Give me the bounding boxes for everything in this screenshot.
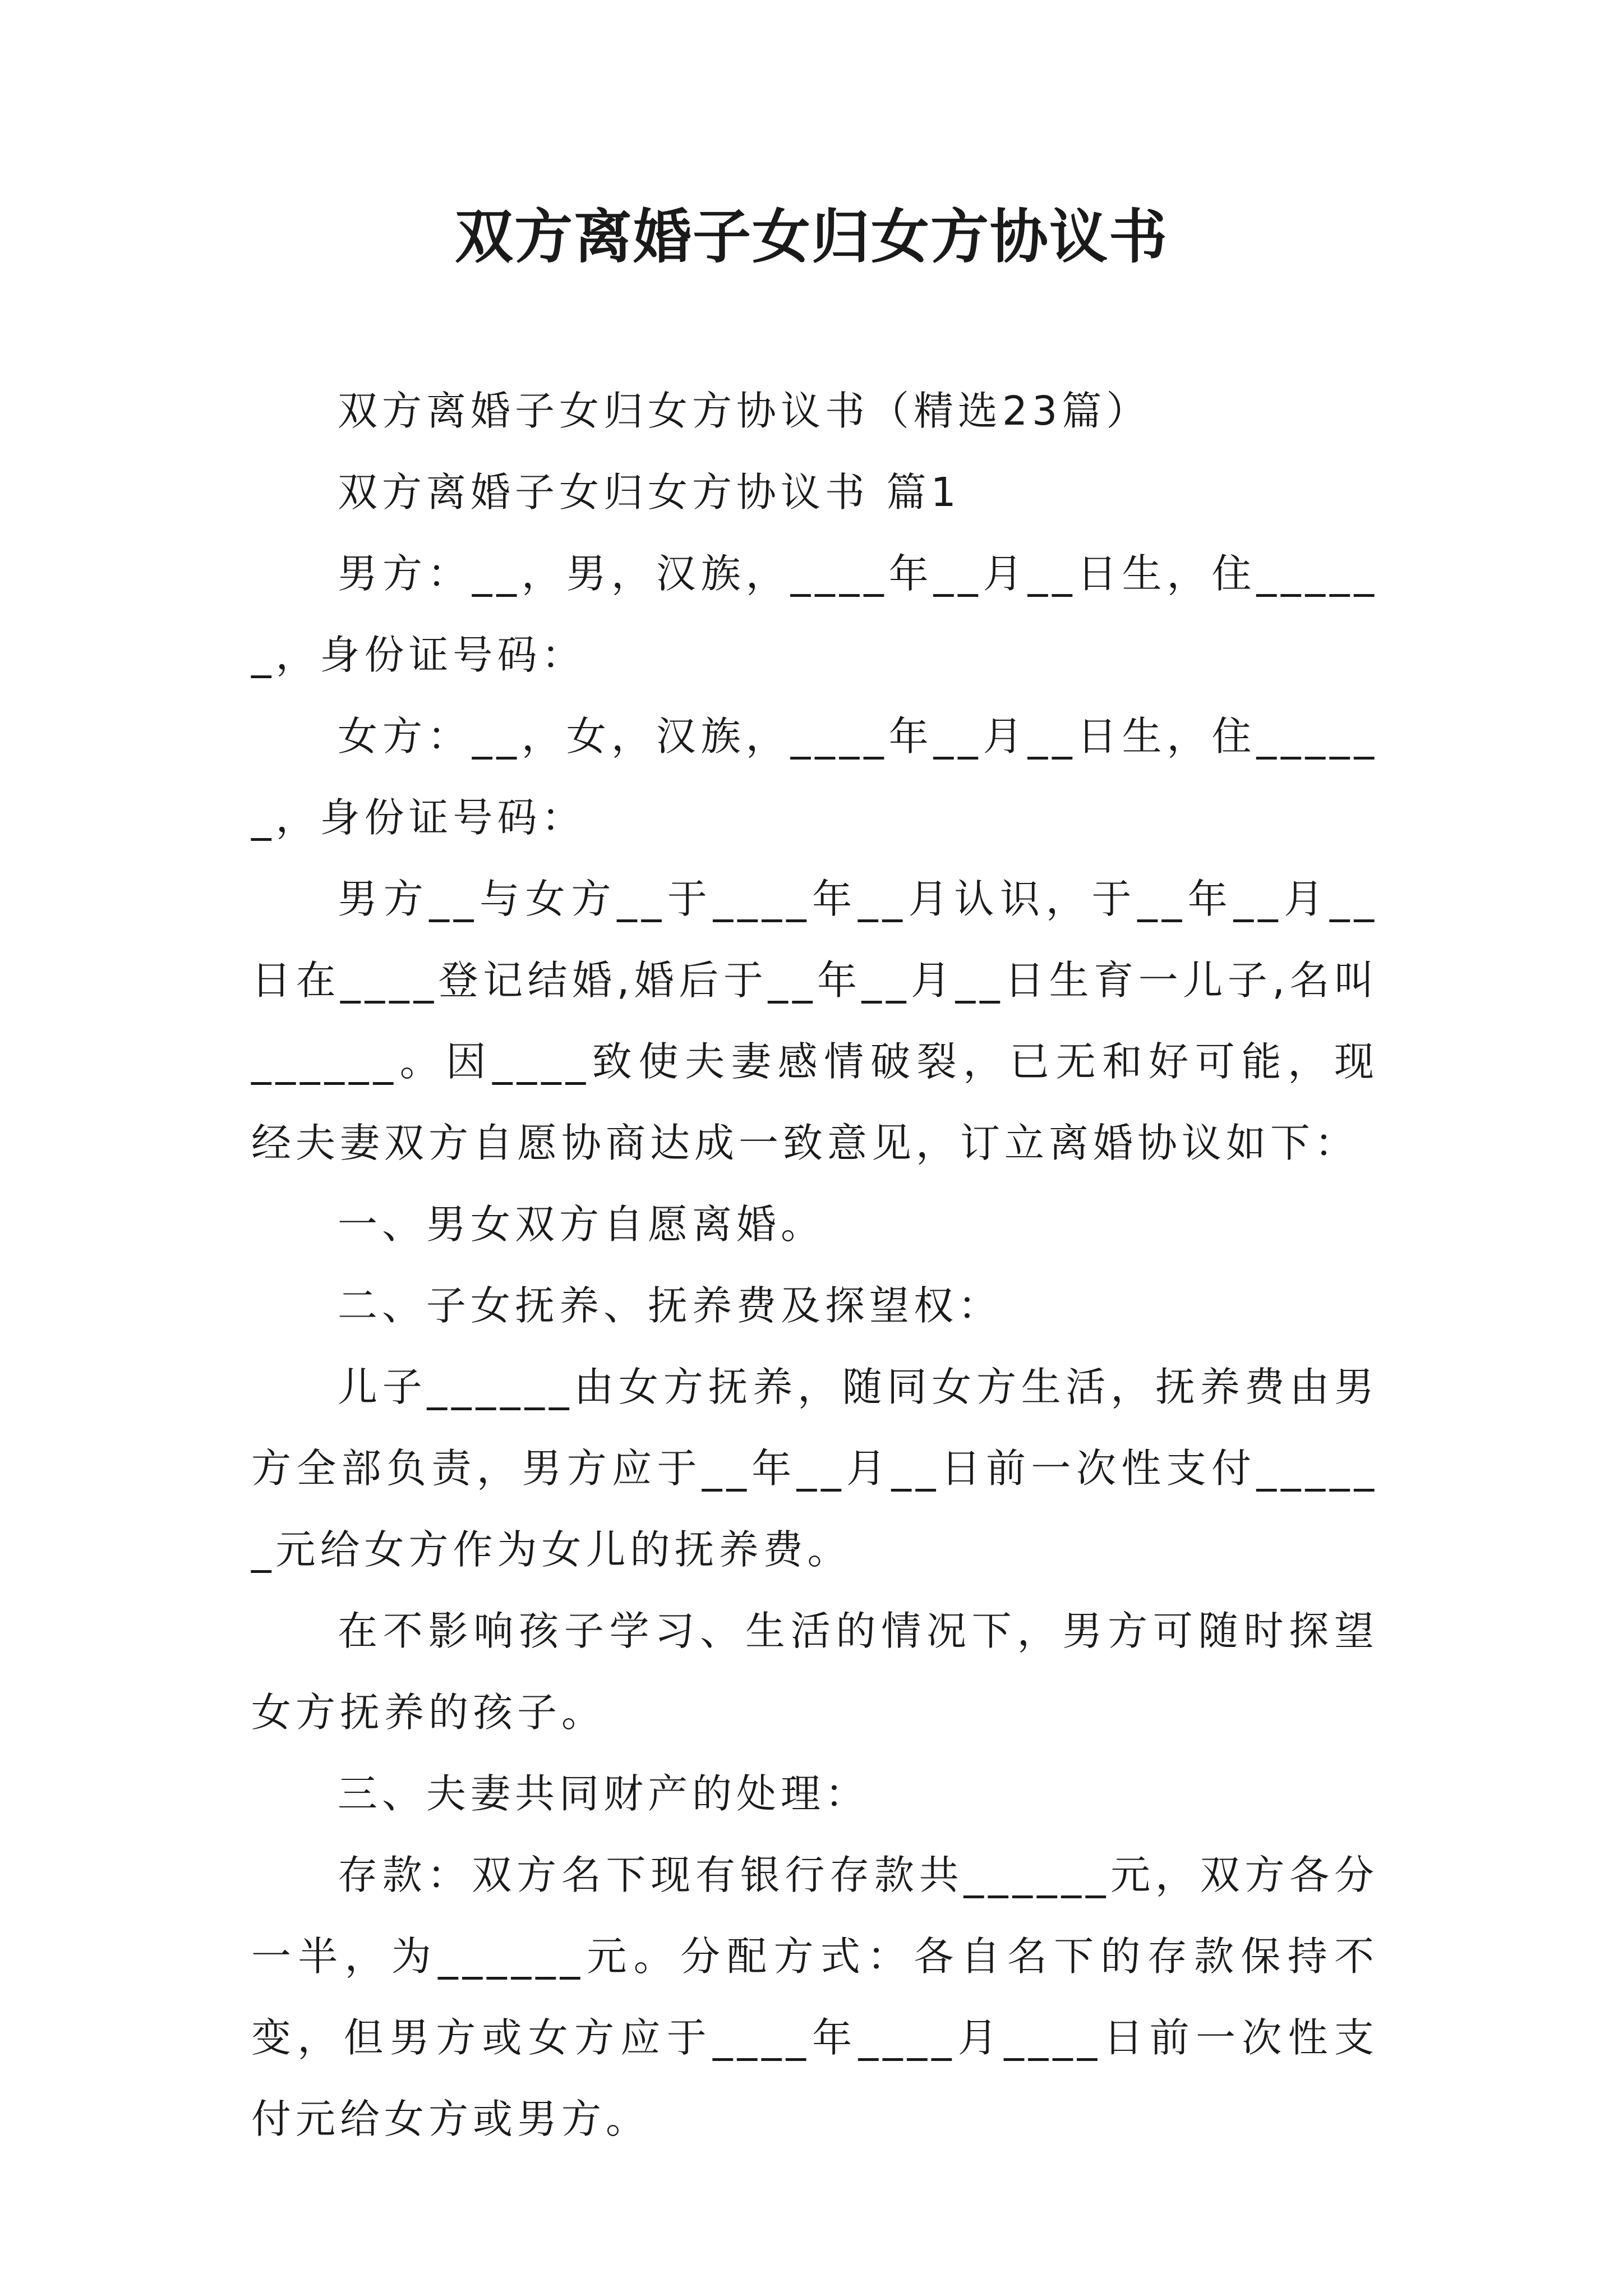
clause-1-divorce: 一、男女双方自愿离婚。	[338, 1201, 826, 1248]
clause-3-heading: 三、夫妻共同财产的处理：	[338, 1770, 870, 1817]
visitation-paragraph: 在不影响孩子学习、生活的情况下，男方可随时探望女方抚养的孩子。	[251, 1608, 1378, 1736]
party-female-info: 女方：__，女，汉族，____年__月__日生，住______，身份证号码：	[251, 713, 1378, 841]
savings-paragraph: 存款：双方名下现有银行存款共______元，双方各分一半，为______元。分配方式：各自名下的存款保持不变，但男方或女方应于____年____月____日前一次性支付元给女方或男方。	[251, 1852, 1378, 2142]
document-body	[251, 370, 1378, 2160]
document-title: 双方离婚子女归女方协议书	[454, 202, 1168, 271]
party-male-info: 男方：__，男，汉族，____年__月__日生，住______，身份证号码：	[251, 550, 1378, 678]
section-heading-part1: 双方离婚子女归女方协议书 篇1	[338, 469, 961, 516]
clause-2-heading: 二、子女抚养、抚养费及探望权：	[338, 1282, 1003, 1329]
subtitle-collection: 双方离婚子女归女方协议书（精选23篇）	[338, 388, 1151, 434]
marriage-background: 男方__与女方__于____年__月认识，于__年__月__日在____登记结婚,婚后于__年__月__日生育一儿子,名叫______。因____致使夫妻感情破裂，已无和好可能，现经夫妻双方自愿协商达成一致意见，订立离婚协议如下：	[251, 876, 1378, 1166]
child-custody-paragraph: 儿子______由女方抚养，随同女方生活，抚养费由男方全部负责，男方应于__年__月__日前一次性支付______元给女方作为女儿的抚养费。	[251, 1364, 1378, 1573]
